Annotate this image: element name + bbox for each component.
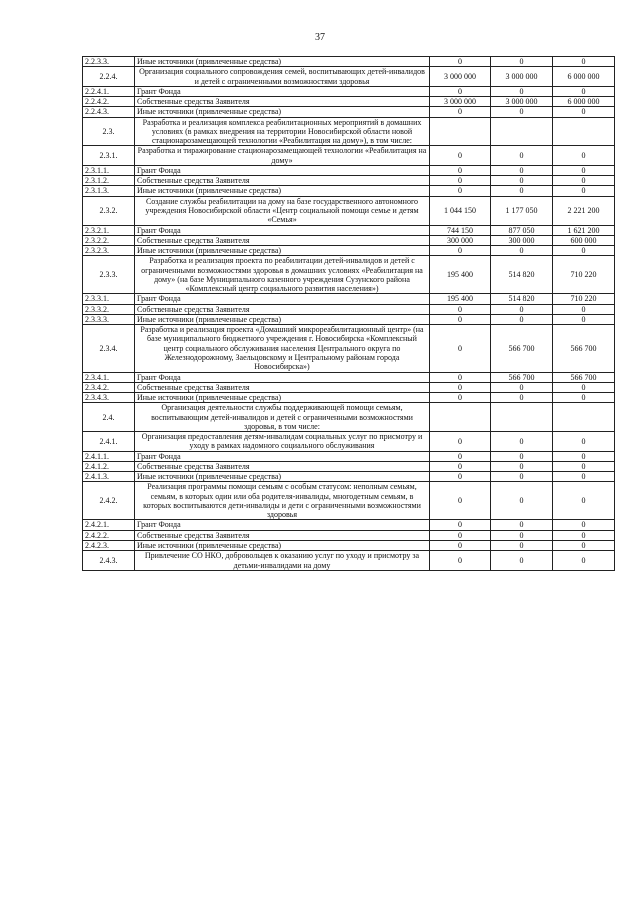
amount-year-2: 0 [491, 246, 553, 256]
amount-year-1: 300 000 [430, 235, 491, 245]
table-row [83, 372, 615, 382]
amount-year-1: 0 [430, 372, 491, 382]
page-number: 37 [315, 32, 325, 43]
item-number: 2.3.3.2. [83, 304, 135, 314]
item-number: 2.3.4.2. [83, 382, 135, 392]
amount-year-2: 0 [491, 57, 553, 67]
amount-year-2: 0 [491, 107, 553, 117]
amount-total: 0 [553, 541, 615, 551]
amount-year-1: 3 000 000 [430, 97, 491, 107]
item-name: Иные источники (привлеченные средства) [135, 472, 430, 482]
amount-year-1: 0 [430, 520, 491, 530]
table-section-row [83, 117, 615, 146]
amount-year-2: 1 177 050 [491, 196, 553, 225]
amount-year-1: 0 [430, 482, 491, 520]
amount-year-2: 0 [491, 314, 553, 324]
amount-total: 0 [553, 57, 615, 67]
table-row [83, 472, 615, 482]
item-number: 2.4.2. [83, 482, 135, 520]
item-number: 2.3.1. [83, 146, 135, 166]
table-row [83, 451, 615, 461]
item-name: Разработка и тиражирование стационарозамещающей технологии «Реабилитация на дому» [135, 146, 430, 166]
item-name: Иные источники (привлеченные средства) [135, 541, 430, 551]
item-name: Иные источники (привлеченные средства) [135, 393, 430, 403]
amount-year-1: 0 [430, 451, 491, 461]
item-number: 2.2.4.3. [83, 107, 135, 117]
item-name: Реализация программы помощи семьям с особым статусом: неполным семьям, семьям, в которых один или оба родителя-инвалиды, многодетным семьям, в которых воспитываются дети-инвалиды и дети с ограниченными возможностями здоровья [135, 482, 430, 520]
table-row [83, 246, 615, 256]
table-section-row [83, 146, 615, 166]
amount-year-2: 0 [491, 146, 553, 166]
item-name: Организация социального сопровождения семей, воспитывающих детей-инвалидов и детей с ограниченными возможностями здоровья [135, 67, 430, 87]
item-number: 2.3. [83, 117, 135, 146]
amount-year-2: 300 000 [491, 235, 553, 245]
amount-year-2: 0 [491, 451, 553, 461]
item-name: Грант Фонда [135, 372, 430, 382]
amount-total: 2 221 200 [553, 196, 615, 225]
item-name: Разработка и реализация проекта по реабилитации детей-инвалидов и детей с ограниченными возможностями здоровья в домашних условиях «Реабилитация на дому» (на базе Муниципального казенного учреждения Сузунского района «Комплексный центр социального развития населения») [135, 256, 430, 294]
amount-year-2: 514 820 [491, 294, 553, 304]
amount-year-1: 195 400 [430, 256, 491, 294]
item-name: Разработка и реализация проекта «Домашний микрореабилитационный центр» (на базе муниципального бюджетного учреждения г. Новосибирска «Комплексный центр социального обслуживания населения Центрального округа по Железнодорожному, Заельцовскому и Центральному районам города Новосибирска») [135, 325, 430, 372]
item-number: 2.4.2.3. [83, 541, 135, 551]
item-number: 2.3.4. [83, 325, 135, 372]
item-name: Привлечение СО НКО, добровольцев к оказанию услуг по уходу и присмотру за детьми-инвалидами на дому [135, 551, 430, 571]
table-row [83, 461, 615, 471]
amount-year-1: 0 [430, 325, 491, 372]
amount-total: 0 [553, 551, 615, 571]
budget-table [82, 56, 615, 571]
item-number: 2.3.3.1. [83, 294, 135, 304]
amount-total: 600 000 [553, 235, 615, 245]
amount-total: 0 [553, 176, 615, 186]
amount-year-2: 0 [491, 551, 553, 571]
item-number: 2.4.2.1. [83, 520, 135, 530]
table-row [83, 294, 615, 304]
amount-year-2: 566 700 [491, 372, 553, 382]
amount-total: 6 000 000 [553, 67, 615, 87]
item-number: 2.3.4.1. [83, 372, 135, 382]
amount-year-2: 0 [491, 304, 553, 314]
amount-total: 0 [553, 482, 615, 520]
item-name: Организация предоставления детям-инвалидам социальных услуг по присмотру и уходу в рамках надомного социального обслуживания [135, 432, 430, 452]
item-name: Грант Фонда [135, 86, 430, 96]
amount-total: 0 [553, 107, 615, 117]
item-number: 2.4.1.3. [83, 472, 135, 482]
amount-year-2: 3 000 000 [491, 97, 553, 107]
item-number: 2.3.1.2. [83, 176, 135, 186]
amount-year-1: 0 [430, 530, 491, 540]
table-section-row [83, 196, 615, 225]
amount-total: 0 [553, 451, 615, 461]
item-name: Собственные средства Заявителя [135, 461, 430, 471]
amount-year-1: 3 000 000 [430, 67, 491, 87]
amount-year-1 [430, 403, 491, 432]
item-number: 2.4.1. [83, 432, 135, 452]
amount-year-2: 0 [491, 461, 553, 471]
amount-total: 0 [553, 382, 615, 392]
item-number: 2.2.3.3. [83, 57, 135, 67]
amount-year-2: 0 [491, 472, 553, 482]
item-name: Собственные средства Заявителя [135, 235, 430, 245]
item-name: Иные источники (привлеченные средства) [135, 246, 430, 256]
amount-total: 0 [553, 165, 615, 175]
amount-total [553, 403, 615, 432]
amount-year-1: 0 [430, 146, 491, 166]
amount-year-2: 0 [491, 530, 553, 540]
amount-total: 710 220 [553, 294, 615, 304]
item-number: 2.3.1.1. [83, 165, 135, 175]
amount-total [553, 117, 615, 146]
item-number: 2.2.4. [83, 67, 135, 87]
table-section-row [83, 482, 615, 520]
amount-year-2: 0 [491, 520, 553, 530]
table-section-row [83, 67, 615, 87]
amount-year-1 [430, 117, 491, 146]
item-name: Собственные средства Заявителя [135, 176, 430, 186]
amount-total: 1 621 200 [553, 225, 615, 235]
item-name: Собственные средства Заявителя [135, 530, 430, 540]
item-name: Иные источники (привлеченные средства) [135, 186, 430, 196]
amount-year-1: 0 [430, 246, 491, 256]
amount-total: 0 [553, 304, 615, 314]
item-name: Разработка и реализация комплекса реабилитационных мероприятий в домашних условиях (в рамках внедрения на территории Новосибирской области новой стационарозамещающей технологии «Реабилитация на дому»), в том числе: [135, 117, 430, 146]
amount-total: 0 [553, 246, 615, 256]
table-row [83, 304, 615, 314]
amount-year-1: 0 [430, 107, 491, 117]
table-section-row [83, 256, 615, 294]
amount-year-1: 0 [430, 165, 491, 175]
item-number: 2.4.3. [83, 551, 135, 571]
table-row [83, 541, 615, 551]
table-row [83, 86, 615, 96]
item-number: 2.3.3.3. [83, 314, 135, 324]
item-number: 2.4.1.2. [83, 461, 135, 471]
amount-year-2: 0 [491, 393, 553, 403]
amount-year-2: 0 [491, 165, 553, 175]
amount-year-1: 0 [430, 461, 491, 471]
item-number: 2.2.4.1. [83, 86, 135, 96]
amount-year-1: 0 [430, 176, 491, 186]
table-row [83, 57, 615, 67]
amount-year-2: 0 [491, 86, 553, 96]
amount-year-1: 0 [430, 86, 491, 96]
amount-year-2: 877 050 [491, 225, 553, 235]
table-section-row [83, 432, 615, 452]
amount-year-1: 0 [430, 472, 491, 482]
amount-year-2: 3 000 000 [491, 67, 553, 87]
amount-total: 0 [553, 472, 615, 482]
amount-year-1: 0 [430, 314, 491, 324]
item-name: Иные источники (привлеченные средства) [135, 314, 430, 324]
amount-total: 0 [553, 146, 615, 166]
item-number: 2.4. [83, 403, 135, 432]
amount-total: 0 [553, 393, 615, 403]
item-name: Собственные средства Заявителя [135, 97, 430, 107]
item-name: Собственные средства Заявителя [135, 382, 430, 392]
budget-table-body [83, 57, 615, 571]
item-name: Собственные средства Заявителя [135, 304, 430, 314]
item-name: Организация деятельности службы поддерживающей помощи семьям, воспитывающим детей-инвалидов и детей с ограниченными возможностями здоровья, в том числе: [135, 403, 430, 432]
item-number: 2.4.2.2. [83, 530, 135, 540]
item-number: 2.3.2. [83, 196, 135, 225]
amount-total: 6 000 000 [553, 97, 615, 107]
amount-total: 0 [553, 530, 615, 540]
table-row [83, 97, 615, 107]
amount-total: 710 220 [553, 256, 615, 294]
item-name: Грант Фонда [135, 165, 430, 175]
item-number: 2.3.2.1. [83, 225, 135, 235]
amount-total: 566 700 [553, 372, 615, 382]
amount-year-2: 0 [491, 432, 553, 452]
amount-year-1: 0 [430, 393, 491, 403]
item-name: Грант Фонда [135, 520, 430, 530]
item-number: 2.3.2.2. [83, 235, 135, 245]
amount-total: 0 [553, 86, 615, 96]
table-row [83, 235, 615, 245]
table-row [83, 186, 615, 196]
amount-total: 0 [553, 520, 615, 530]
table-row [83, 520, 615, 530]
item-number: 2.3.2.3. [83, 246, 135, 256]
amount-year-1: 0 [430, 432, 491, 452]
table-section-row [83, 325, 615, 372]
item-name: Создание службы реабилитации на дому на базе государственного автономного учреждения Новосибирской области «Центр социальной помощи семье и детям «Семья» [135, 196, 430, 225]
amount-year-2 [491, 403, 553, 432]
item-name: Грант Фонда [135, 451, 430, 461]
item-name: Иные источники (привлеченные средства) [135, 107, 430, 117]
amount-year-1: 0 [430, 304, 491, 314]
table-row [83, 176, 615, 186]
table-row [83, 382, 615, 392]
amount-total: 0 [553, 432, 615, 452]
item-name: Иные источники (привлеченные средства) [135, 57, 430, 67]
amount-total: 0 [553, 461, 615, 471]
amount-total: 0 [553, 314, 615, 324]
item-name: Грант Фонда [135, 225, 430, 235]
amount-year-2: 0 [491, 482, 553, 520]
table-row [83, 165, 615, 175]
amount-year-2: 0 [491, 176, 553, 186]
amount-year-2 [491, 117, 553, 146]
amount-year-1: 0 [430, 541, 491, 551]
amount-year-1: 0 [430, 551, 491, 571]
amount-year-2: 566 700 [491, 325, 553, 372]
table-row [83, 107, 615, 117]
table-section-row [83, 551, 615, 571]
table-row [83, 530, 615, 540]
table-row [83, 225, 615, 235]
amount-year-1: 0 [430, 186, 491, 196]
amount-year-2: 0 [491, 382, 553, 392]
item-number: 2.3.1.3. [83, 186, 135, 196]
amount-year-2: 514 820 [491, 256, 553, 294]
table-row [83, 393, 615, 403]
amount-year-2: 0 [491, 186, 553, 196]
amount-total: 566 700 [553, 325, 615, 372]
amount-year-1: 1 044 150 [430, 196, 491, 225]
amount-year-1: 195 400 [430, 294, 491, 304]
table-row [83, 314, 615, 324]
amount-year-1: 744 150 [430, 225, 491, 235]
table-section-row [83, 403, 615, 432]
amount-total: 0 [553, 186, 615, 196]
item-number: 2.2.4.2. [83, 97, 135, 107]
item-name: Грант Фонда [135, 294, 430, 304]
item-number: 2.4.1.1. [83, 451, 135, 461]
item-number: 2.3.4.3. [83, 393, 135, 403]
amount-year-2: 0 [491, 541, 553, 551]
amount-year-1: 0 [430, 57, 491, 67]
item-number: 2.3.3. [83, 256, 135, 294]
amount-year-1: 0 [430, 382, 491, 392]
